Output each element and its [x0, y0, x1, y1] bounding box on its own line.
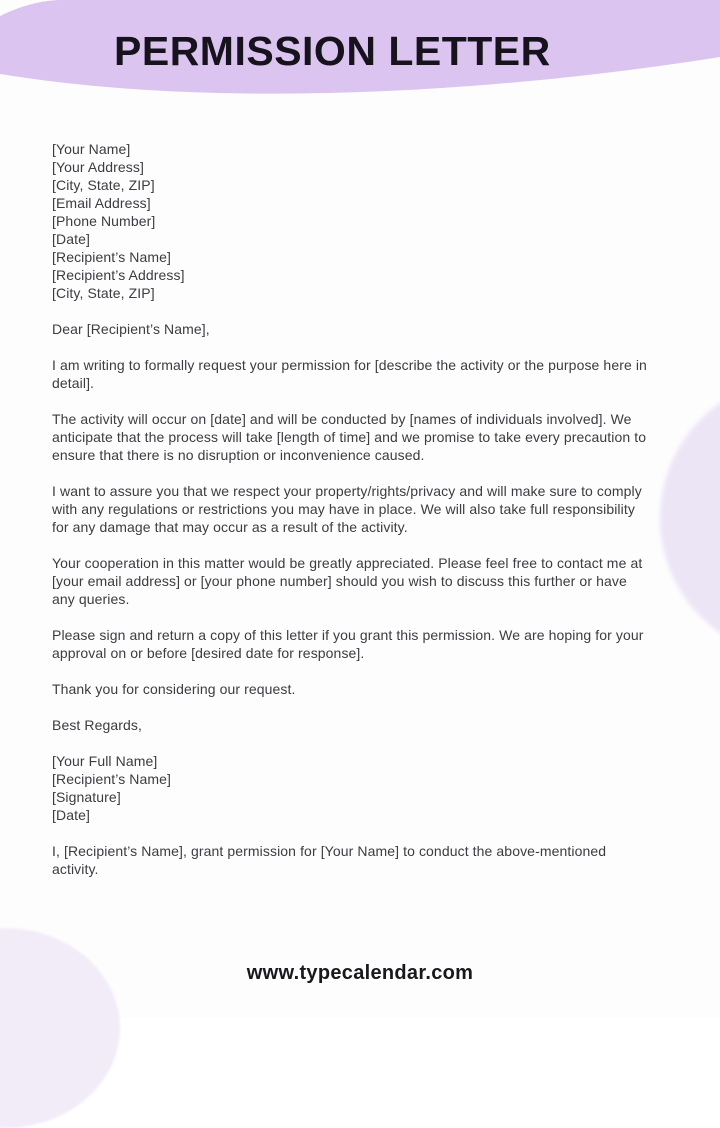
letter-body: [52, 140, 652, 896]
sender-address-block: [52, 140, 652, 302]
address-line: [Recipient’s Name]: [52, 249, 172, 265]
decorative-corner-shape: [0, 928, 120, 1128]
address-line: [City, State, ZIP]: [52, 177, 155, 193]
signature-line: [Recipient’s Name]: [52, 771, 172, 787]
address-line: [Your Address]: [52, 159, 144, 175]
signature-line: [Your Full Name]: [52, 753, 158, 769]
paragraph-thanks: Thank you for considering our request.: [52, 681, 296, 697]
signature-block: [52, 752, 652, 824]
footer-url: www.typecalendar.com: [246, 962, 474, 984]
signature-line: [Date]: [52, 807, 90, 823]
address-line: [City, State, ZIP]: [52, 285, 155, 301]
paragraph-assurance: I want to assure you that we respect your property/rights/privacy and will make sure to comply with any regulations or restrictions you may have in place. We will also take full responsibility for any damage that may occur as a result of the activity.: [52, 483, 642, 535]
address-line: [Email Address]: [52, 195, 151, 211]
closing: Best Regards,: [52, 717, 143, 733]
decorative-circle-right: [660, 378, 720, 658]
address-line: [Recipient’s Address]: [52, 267, 185, 283]
grant-statement: I, [Recipient’s Name], grant permission for [Your Name] to conduct the above-mentioned activity.: [52, 843, 607, 877]
address-line: [Phone Number]: [52, 213, 156, 229]
paragraph-sign-return: Please sign and return a copy of this letter if you grant this permission. We are hoping for your approval on or before [desired date for response].: [52, 627, 644, 661]
signature-line: [Signature]: [52, 789, 121, 805]
paragraph-request: I am writing to formally request your permission for [describe the activity or the purpose here in detail].: [52, 357, 647, 391]
paragraph-cooperation: Your cooperation in this matter would be greatly appreciated. Please feel free to contact me at [your email address] or [your phone number] should you wish to discuss this further or have any queries.: [52, 555, 643, 607]
address-line: [Date]: [52, 231, 90, 247]
paragraph-activity-details: The activity will occur on [date] and will be conducted by [names of individuals involved]. We anticipate that the process will take [length of time] and we promise to take every precaution to ensure that there is no disruption or inconvenience caused.: [52, 411, 647, 463]
salutation: Dear [Recipient’s Name],: [52, 321, 210, 337]
page-title: PERMISSION LETTER: [114, 28, 551, 74]
address-line: [Your Name]: [52, 141, 131, 157]
